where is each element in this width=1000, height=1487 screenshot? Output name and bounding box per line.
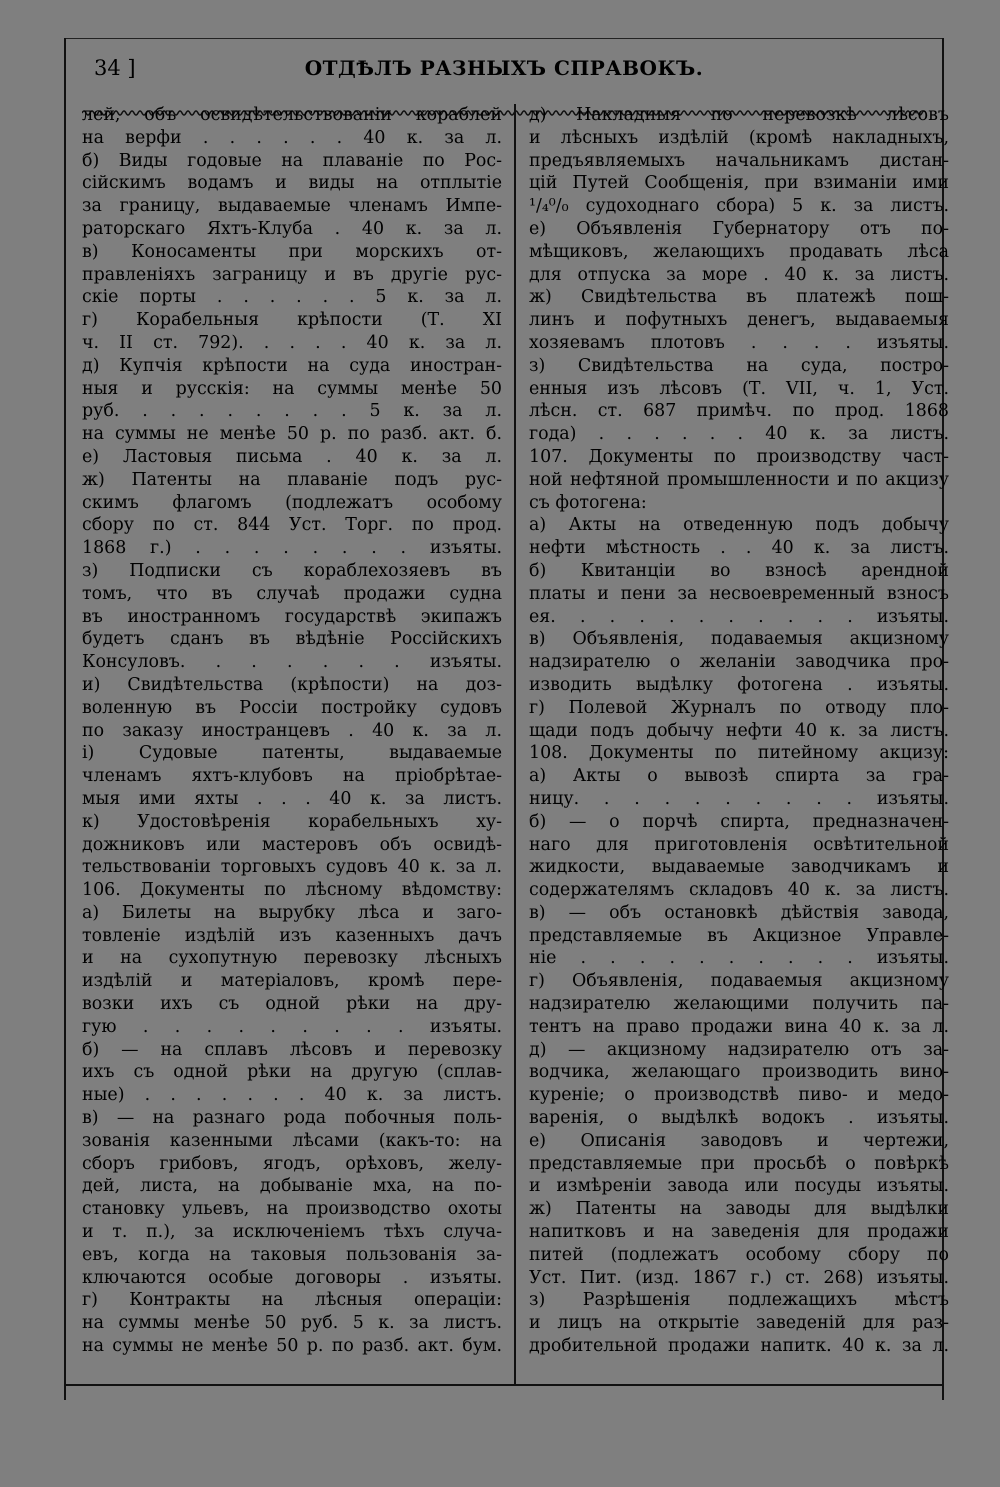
left-column	[82, 104, 502, 1358]
text-line: е) Объявленія Губернатору отъ по-	[529, 218, 949, 239]
text-line: наго для приготовленія освѣтительной	[529, 834, 949, 855]
text-line: дробительной продажи напитк. 40 к. за л.	[529, 1336, 949, 1357]
page-header	[82, 56, 926, 90]
text-line: на суммы менѣе 50 руб. 5 к. за листъ.	[82, 1313, 502, 1334]
text-line: а) Акты на отведенную подъ добычу	[529, 515, 949, 536]
text-line: ключаются особые договоры . изъяты.	[82, 1267, 502, 1288]
text-line: дожниковъ или мастеровъ объ освидѣ-	[82, 834, 502, 855]
text-line: раторскаго Яхтъ-Клуба . 40 к. за л.	[82, 218, 502, 239]
text-line: ж) Свидѣтельства въ платежѣ пош-	[529, 287, 949, 308]
text-line: на верфи . . . . . . 40 к. за л.	[82, 127, 502, 148]
text-line: линъ и пофутныхъ денегъ, выдаваемыя	[529, 310, 949, 331]
text-line: становку ульевъ, на производство охоты	[82, 1199, 502, 1220]
text-line: а) Акты о вывозѣ спирта за гра-	[529, 766, 949, 787]
text-line: ной нефтяной промышленности и по акцизу	[529, 469, 949, 490]
text-line: содержателямъ складовъ 40 к. за листъ.	[529, 880, 949, 901]
text-line: сбору по ст. 844 Уст. Торг. по прод.	[82, 515, 502, 536]
text-line: в) Коносаменты при морскихъ от-	[82, 241, 502, 262]
text-line: предъявляемыхъ начальникамъ дистан-	[529, 150, 949, 171]
text-line: г) Полевой Журналъ по отводу пло-	[529, 697, 949, 718]
text-line: з) Подписки съ кораблехозяевъ въ	[82, 560, 502, 581]
text-line: б) — о порчѣ спирта, предназначен-	[529, 811, 949, 832]
text-line: по заказу иностранцевъ . 40 к. за л.	[82, 720, 502, 741]
text-line: гую . . . . . . . . . изъяты.	[82, 1016, 502, 1037]
text-line: цій Путей Сообщенія, при взиманіи ими	[529, 173, 949, 194]
text-line: на суммы не менѣе 50 р. по разб. акт. б.	[82, 424, 502, 445]
text-line: года) . . . . . . 40 к. за листъ.	[529, 424, 949, 445]
text-line: б) Виды годовые на плаваніе по Рос-	[82, 150, 502, 171]
text-line: ные) . . . . . . . 40 к. за листъ.	[82, 1085, 502, 1106]
text-line: 1868 г.) . . . . . . . . изъяты.	[82, 538, 502, 559]
text-line: надзирателю о желаніи заводчика про-	[529, 652, 949, 673]
text-line: нефти мѣстность . . 40 к. за листъ.	[529, 538, 949, 559]
text-line: издѣлій и матеріаловъ, кромѣ пере-	[82, 971, 502, 992]
page-number: 34 ]	[94, 56, 136, 80]
text-line: платы и пени за несвоевременный взносъ	[529, 583, 949, 604]
text-line: ж) Патенты на плаваніе подъ рус-	[82, 469, 502, 490]
text-line: лей, объ освидѣтельствованіи кораблей	[82, 105, 502, 125]
text-line: ч. II ст. 792). . . . . 40 к. за л.	[82, 332, 502, 353]
text-line: в) — объ остановкѣ дѣйствія завода,	[529, 902, 949, 923]
text-line: воленную въ Россіи постройку судовъ	[82, 697, 502, 718]
text-line: и на сухопутную перевозку лѣсныхъ	[82, 948, 502, 969]
text-line: г) Объявленія, подаваемыя акцизному	[529, 971, 949, 992]
text-line: напитковъ и на заведенія для продажи	[529, 1222, 949, 1243]
text-line: скіе порты . . . . . . 5 к. за л.	[82, 287, 502, 308]
text-line: ихъ съ одной рѣки на другую (сплав-	[82, 1062, 502, 1083]
text-line: евъ, когда на таковыя пользованія за-	[82, 1244, 502, 1265]
text-line: хозяевамъ плотовъ . . . . изъяты.	[529, 332, 949, 353]
text-line: питей (подлежатъ особому сбору по	[529, 1244, 949, 1265]
text-line: д) Накладныя по перевозкѣ лѣсовъ	[529, 105, 949, 125]
text-line: з) Разрѣшенія подлежащихъ мѣстъ	[529, 1290, 949, 1311]
text-line: б) Квитанціи во взносѣ арендной	[529, 560, 949, 581]
text-line: ж) Патенты на заводы для выдѣлки	[529, 1199, 949, 1220]
text-line: сійскимъ водамъ и виды на отплытіе	[82, 173, 502, 194]
text-line: дей, листа, на добываніе мха, на по-	[82, 1176, 502, 1197]
text-line: изводить выдѣлку фотогена . изъяты.	[529, 674, 949, 695]
text-line: зованія казенными лѣсами (какъ-то: на	[82, 1130, 502, 1151]
text-line: ніе . . . . . . . . . . изъяты.	[529, 948, 949, 969]
text-line: водчика, желающаго производить вино-	[529, 1062, 949, 1083]
text-line: будетъ сданъ въ вѣдѣніе Россійскихъ	[82, 629, 502, 650]
text-line: ¹/₄⁰/₀ судоходнаго сбора) 5 к. за листъ.	[529, 196, 949, 217]
text-line: 107. Документы по производству част-	[529, 446, 949, 467]
text-line: г) Корабельныя крѣпости (Т. XI	[82, 310, 502, 331]
text-line: членамъ яхтъ-клубовъ на пріобрѣтаe-	[82, 766, 502, 787]
text-line: представляемые при просьбѣ о повѣркѣ	[529, 1153, 949, 1174]
text-line: в) — на разнаго рода побочныя поль-	[82, 1108, 502, 1129]
text-line: Уст. Пит. (изд. 1867 г.) ст. 268) изъяты.	[529, 1267, 949, 1288]
text-line: и измѣреніи завода или посуды изъяты.	[529, 1176, 949, 1197]
text-line: ея. . . . . . . . . . . изъяты.	[529, 606, 949, 627]
text-line: возки ихъ съ одной рѣки на дру-	[82, 994, 502, 1015]
column-divider	[514, 104, 516, 1384]
text-line: руб. . . . . . . . . 5 к. за л.	[82, 401, 502, 422]
text-line: тентъ на право продажи вина 40 к. за л.	[529, 1016, 949, 1037]
text-line: енныя изъ лѣсовъ (Т. VII, ч. 1, Уст.	[529, 378, 949, 399]
right-column	[529, 104, 949, 1358]
text-line: д) — акцизному надзирателю отъ за-	[529, 1039, 949, 1060]
text-line: и т. п.), за исключеніемъ тѣхъ случа-	[82, 1222, 502, 1243]
text-columns	[82, 104, 949, 1384]
text-line: варенія, о выдѣлкѣ водокъ . изъяты.	[529, 1108, 949, 1129]
text-line: б) — на сплавъ лѣсовъ и перевозку	[82, 1039, 502, 1060]
text-line: е) Ластовыя письма . 40 к. за л.	[82, 446, 502, 467]
text-line: а) Билеты на вырубку лѣса и заго-	[82, 902, 502, 923]
text-line: 108. Документы по питейному акцизу:	[529, 743, 949, 764]
text-line: Консуловъ. . . . . . . изъяты.	[82, 652, 502, 673]
text-line: мѣщиковъ, желающихъ продавать лѣса	[529, 241, 949, 262]
text-line: и лѣсныхъ издѣлій (кромѣ накладныхъ,	[529, 127, 949, 148]
text-line: щади подъ добычу нефти 40 к. за листъ.	[529, 720, 949, 741]
text-line: товленіе издѣлій изъ казенныхъ дачъ	[82, 925, 502, 946]
text-line: представляемые въ Акцизное Управле-	[529, 925, 949, 946]
text-line: съ фотогена:	[529, 492, 647, 513]
text-line: сборъ грибовъ, ягодъ, орѣховъ, желу-	[82, 1153, 502, 1174]
text-line: за границу, выдаваемые членамъ Импе-	[82, 196, 502, 217]
text-line: ницу. . . . . . . . . . изъяты.	[529, 788, 949, 809]
text-line: и) Свидѣтельства (крѣпости) на доз-	[82, 674, 502, 695]
text-line: въ иностранномъ государствѣ экипажъ	[82, 606, 502, 627]
text-line: томъ, что въ случаѣ продажи судна	[82, 583, 502, 604]
text-line: надзирателю желающими получить па-	[529, 994, 949, 1015]
text-line: для отпуска за море . 40 к. за листъ.	[529, 264, 949, 285]
text-line: и лицъ на открытіе заведеній для раз-	[529, 1313, 949, 1334]
text-line: з) Свидѣтельства на суда, постро-	[529, 355, 949, 376]
text-line: тельствованіи торговыхъ судовъ 40 к. за л.	[82, 857, 502, 878]
text-line: правленіяхъ заграницу и въ другіе рус-	[82, 264, 502, 285]
section-title: ОТДѢЛЪ РАЗНЫХЪ СПРАВОКЪ.	[304, 56, 704, 80]
text-line: жидкости, выдаваемые заводчикамъ и	[529, 857, 949, 878]
text-line: і) Судовые патенты, выдаваемые	[82, 743, 502, 764]
text-line: лѣсн. ст. 687 примѣч. по прод. 1868	[529, 401, 949, 422]
text-line: д) Купчія крѣпости на суда иностран-	[82, 355, 502, 376]
text-line: куреніе; о производствѣ пиво- и медо-	[529, 1085, 949, 1106]
bottom-rule	[66, 1384, 942, 1386]
text-line: 106. Документы по лѣсному вѣдомству:	[82, 880, 502, 901]
text-line: мыя ими яхты . . . 40 к. за листъ.	[82, 788, 502, 809]
text-line: е) Описанія заводовъ и чертежи,	[529, 1130, 949, 1151]
text-line: г) Контракты на лѣсныя операціи:	[82, 1290, 502, 1311]
text-line: на суммы не менѣе 50 р. по разб. акт. бум.	[82, 1336, 502, 1357]
text-line: в) Объявленія, подаваемыя акцизному	[529, 629, 949, 650]
page	[64, 38, 949, 1400]
text-line: ныя и русскія: на суммы менѣе 50	[82, 378, 502, 399]
text-line: скимъ флагомъ (подлежатъ особому	[82, 492, 502, 513]
text-line: к) Удостовѣренія корабельныхъ ху-	[82, 811, 502, 832]
